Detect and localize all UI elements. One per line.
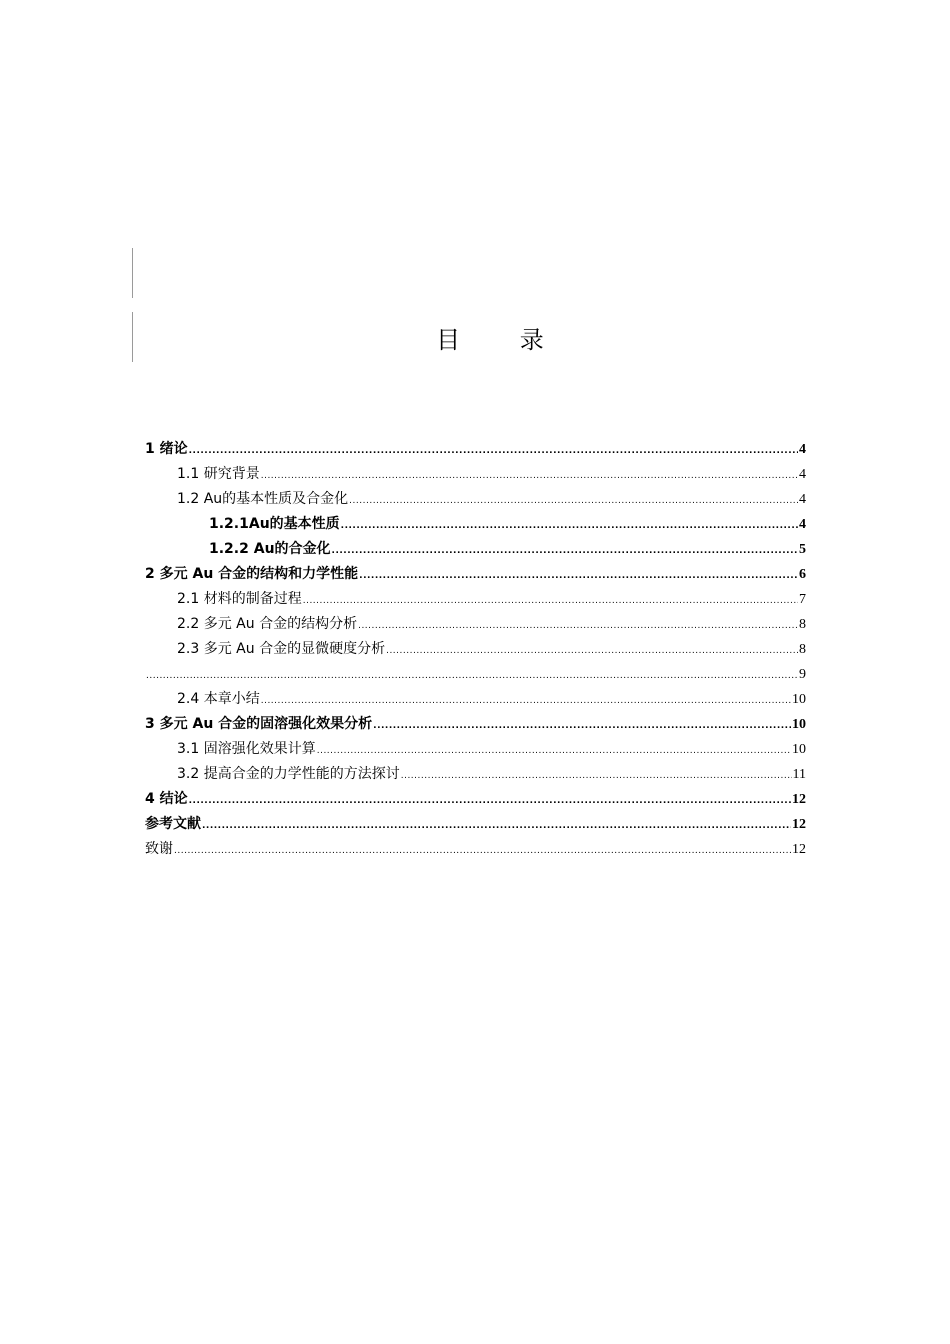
toc-leader-dots xyxy=(349,489,798,514)
toc-entry-label: 2.2 多元 Au 合金的结构分析 xyxy=(177,616,358,632)
toc-leader-dots xyxy=(146,664,798,689)
toc-leader-dots xyxy=(174,839,791,864)
toc-entry-3[interactable] xyxy=(145,712,806,737)
toc-entry-page: 5 xyxy=(799,542,806,557)
toc-entry-1-2-1[interactable] xyxy=(145,512,806,537)
toc-leader-dots xyxy=(317,739,791,764)
toc-entry-page: 6 xyxy=(799,567,806,582)
toc-entry-continuation[interactable] xyxy=(145,662,806,687)
toc-entry-2-2[interactable] xyxy=(145,612,806,637)
toc-entry-1-2[interactable] xyxy=(145,487,806,512)
toc-entry-2-3[interactable] xyxy=(145,637,806,662)
toc-entry-3-1[interactable] xyxy=(145,737,806,762)
toc-entry-label: 1.1 研究背景 xyxy=(177,466,260,482)
toc-entry-label: 2 多元 Au 合金的结构和力学性能 xyxy=(145,566,359,582)
toc-entry-1[interactable] xyxy=(145,437,806,462)
toc-leader-dots xyxy=(189,439,798,464)
toc-entry-page: 12 xyxy=(792,817,806,832)
toc-entry-page: 10 xyxy=(792,742,806,757)
toc-entry-label: 3 多元 Au 合金的固溶强化效果分析 xyxy=(145,716,373,732)
toc-entry-page: 4 xyxy=(799,492,806,507)
toc-leader-dots xyxy=(189,789,791,814)
toc-leader-dots xyxy=(261,464,798,489)
toc-leader-dots xyxy=(401,764,792,789)
toc-entry-label: 2.1 材料的制备过程 xyxy=(177,591,302,607)
toc-leader-dots xyxy=(358,614,798,639)
toc-entry-label: 1.2 Au的基本性质及合金化 xyxy=(177,491,349,507)
toc-leader-dots xyxy=(359,564,798,589)
toc-entry-3-2[interactable] xyxy=(145,762,806,787)
toc-entry-page: 12 xyxy=(792,842,806,857)
toc-entry-2[interactable] xyxy=(145,562,806,587)
toc-entry-label: 参考文献 xyxy=(145,816,201,832)
toc-entry-label: 2.3 多元 Au 合金的显微硬度分析 xyxy=(177,641,386,657)
toc-leader-dots xyxy=(386,639,798,664)
toc-entry-2-4[interactable] xyxy=(145,687,806,712)
toc-leader-dots xyxy=(341,514,798,539)
toc-entry-label: 3.2 提高合金的力学性能的方法探讨 xyxy=(177,766,400,782)
toc-entry-acknowledgements[interactable] xyxy=(145,837,806,862)
toc-entry-page: 10 xyxy=(792,717,806,732)
toc-entry-page: 4 xyxy=(799,517,806,532)
page-title: 目 录 xyxy=(436,326,570,354)
table-of-contents xyxy=(145,437,806,862)
toc-entry-1-1[interactable] xyxy=(145,462,806,487)
toc-entry-label: 致谢 xyxy=(145,841,173,857)
toc-entry-page: 8 xyxy=(799,617,806,632)
toc-entry-4[interactable] xyxy=(145,787,806,812)
toc-entry-label: 2.4 本章小结 xyxy=(177,691,260,707)
toc-leader-dots xyxy=(303,589,798,614)
toc-entry-label: 1 绪论 xyxy=(145,441,188,457)
toc-leader-dots xyxy=(332,539,798,564)
toc-entry-page: 4 xyxy=(799,442,806,457)
toc-entry-1-2-2[interactable] xyxy=(145,537,806,562)
toc-entry-page: 7 xyxy=(799,592,806,607)
toc-entry-2-1[interactable] xyxy=(145,587,806,612)
toc-leader-dots xyxy=(261,689,791,714)
toc-entry-label: 3.1 固溶强化效果计算 xyxy=(177,741,316,757)
toc-entry-label: 1.2.1Au的基本性质 xyxy=(209,516,340,532)
toc-entry-page: 4 xyxy=(799,467,806,482)
toc-entry-page: 11 xyxy=(792,767,806,782)
margin-mark-top xyxy=(132,248,133,298)
toc-leader-dots xyxy=(373,714,791,739)
toc-leader-dots xyxy=(202,814,791,839)
toc-entry-page: 9 xyxy=(799,667,806,682)
toc-entry-page: 10 xyxy=(792,692,806,707)
toc-entry-references[interactable] xyxy=(145,812,806,837)
toc-entry-page: 8 xyxy=(799,642,806,657)
toc-entry-label: 1.2.2 Au的合金化 xyxy=(209,541,331,557)
toc-entry-page: 12 xyxy=(792,792,806,807)
toc-entry-label: 4 结论 xyxy=(145,791,188,807)
